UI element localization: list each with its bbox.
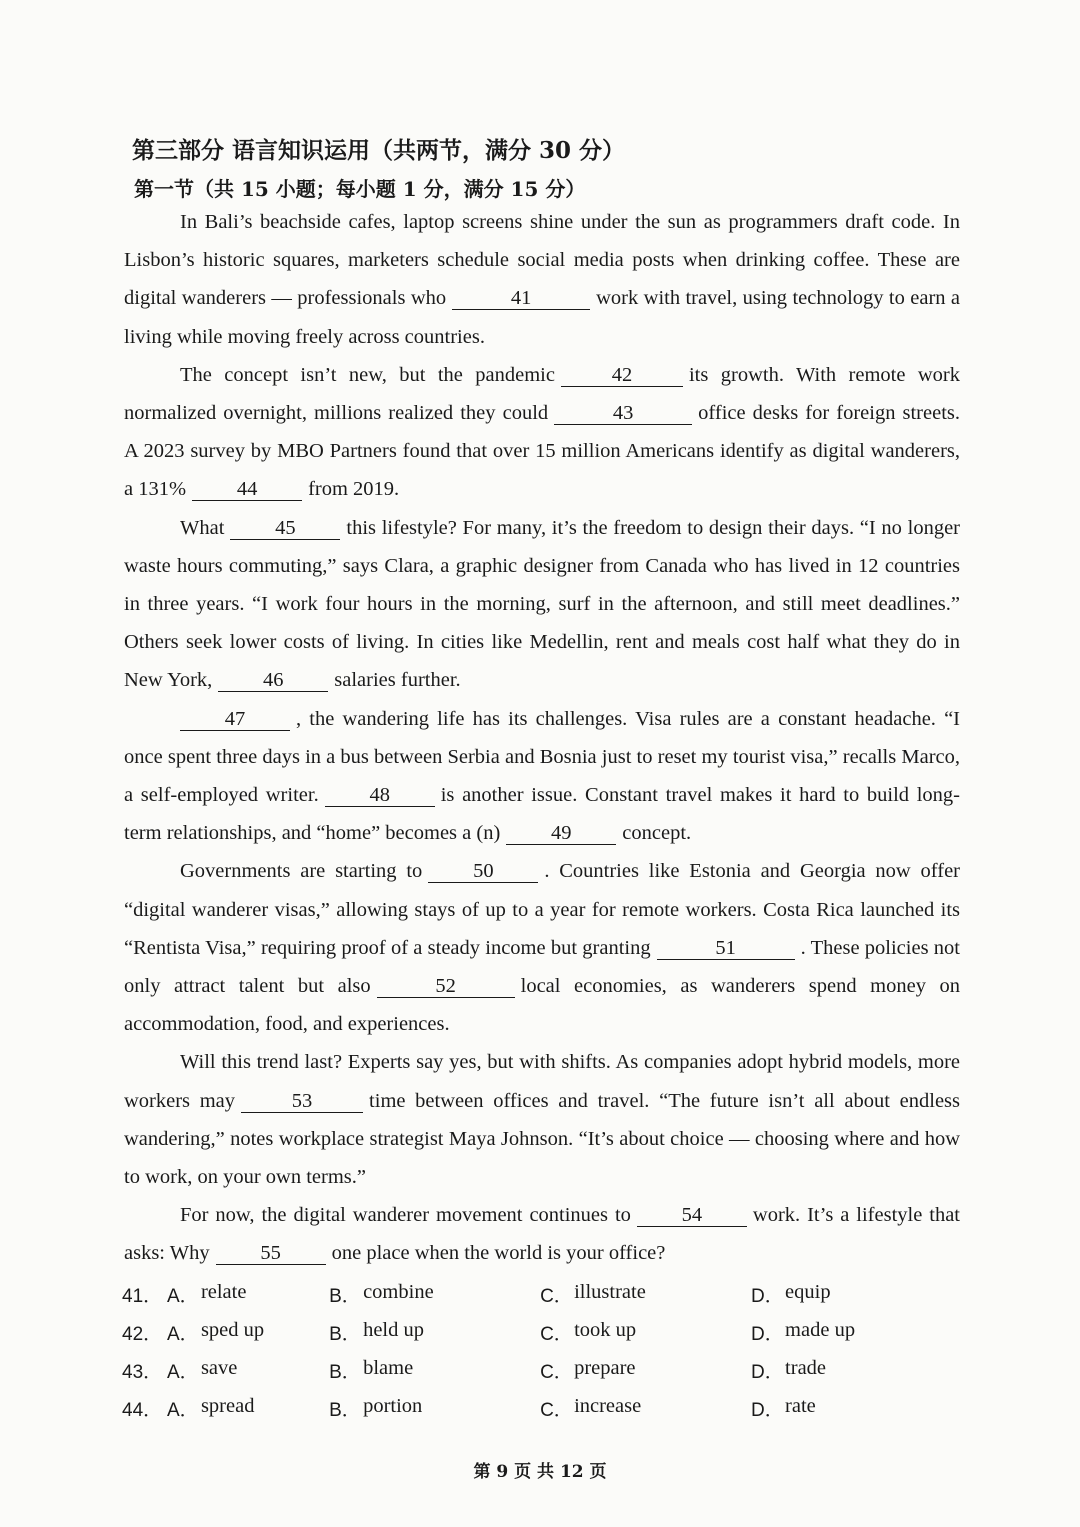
option-a[interactable]: A． spread xyxy=(166,1394,255,1421)
option-b[interactable]: B． held up xyxy=(329,1318,424,1345)
question-41-options xyxy=(122,1275,962,1313)
part-title: 第三部分 语言知识运用（共两节，满分 30 分） xyxy=(132,137,626,164)
paragraph-2: The concept isn’t new, but the pandemic 42 its growth. With remote work normalized overnight, millions realized they could 43 office desks for foreign streets. A 2023 survey by MBO Partners found that over 15 million Americans identify as digital wanderers, a 131% 44 from 2019. xyxy=(124,363,961,501)
blank-42[interactable]: 42 xyxy=(561,364,683,387)
option-d[interactable]: D． rate xyxy=(751,1394,816,1421)
blank-43[interactable]: 43 xyxy=(554,402,692,425)
option-a[interactable]: A． sped up xyxy=(166,1318,265,1345)
paragraph-6: Will this trend last? Experts say yes, but with shifts. As companies adopt hybrid models, more workers may 53 time between offices and travel. “The future isn’t all about endless wandering,” notes workplace strategist Maya Johnson. “It’s about choice — choosing where and how to work, on your own terms.” xyxy=(124,1051,960,1189)
option-a[interactable]: A． save xyxy=(166,1356,238,1383)
paragraph-7: For now, the digital wanderer movement continues to 54 work. It’s a lifestyle that asks: Why 55 one place when the world is your office? xyxy=(124,1204,960,1265)
question-number: 41． xyxy=(122,1285,163,1307)
answer-options xyxy=(122,1275,962,1427)
option-c[interactable]: C． illustrate xyxy=(540,1280,646,1307)
paragraph-1: In Bali’s beachside cafes, laptop screens shine under the sun as programmers draft code. In Lisbon’s historic squares, marketers schedule social media posts when drinking coffee. These are digital wanderers — professionals who 41 work with travel, using technology to earn a living while moving freely across countries. xyxy=(124,211,960,348)
paragraph-5: Governments are starting to 50 . Countries like Estonia and Georgia now offer “digital wanderer visas,” allowing stays of up to a year for remote workers. Costa Rica launched its “Rentista Visa,” requiring proof of a steady income but granting 51 . These policies not only attract talent but also 52 local economies, as wanderers spend money on accommodation, food, and experiences. xyxy=(124,860,960,1036)
option-b[interactable]: B． blame xyxy=(329,1356,414,1383)
blank-44[interactable]: 44 xyxy=(192,478,302,501)
blank-50[interactable]: 50 xyxy=(428,860,538,883)
question-number: 43． xyxy=(122,1361,163,1383)
option-b[interactable]: B． portion xyxy=(329,1394,423,1421)
question-43-options xyxy=(122,1351,962,1389)
section-title: 第一节（共 15 小题；每小题 1 分，满分 15 分） xyxy=(134,177,586,201)
option-c[interactable]: C． increase xyxy=(540,1394,642,1421)
question-42-options xyxy=(122,1313,962,1351)
blank-48[interactable]: 48 xyxy=(325,784,435,807)
option-c[interactable]: C． took up xyxy=(540,1318,637,1345)
blank-41[interactable]: 41 xyxy=(452,287,590,310)
blank-53[interactable]: 53 xyxy=(241,1090,363,1113)
question-44-options xyxy=(122,1389,962,1427)
blank-51[interactable]: 51 xyxy=(657,937,795,960)
cloze-passage xyxy=(124,203,960,1273)
option-d[interactable]: D． made up xyxy=(751,1318,856,1345)
paragraph-4: 47 , the wandering life has its challenges. Visa rules are a constant headache. “I once spent three days in a bus between Serbia and Bosnia just to reset my tourist visa,” recalls Marco, a self-employed writer. 48 is another issue. Constant travel makes it hard to build long-term relationships, and “home” becomes a (n) 49 concept. xyxy=(124,707,961,845)
option-c[interactable]: C． prepare xyxy=(540,1356,636,1383)
option-d[interactable]: D． trade xyxy=(751,1356,827,1383)
blank-52[interactable]: 52 xyxy=(377,975,515,998)
paragraph-3: What 45 this lifestyle? For many, it’s the freedom to design their days. “I no longer waste hours commuting,” says Clara, a graphic designer from Canada who has lived in 12 countries in three years. “I work four hours in the morning, surf in the afternoon, and still meet deadlines.” Others seek lower costs of living. In cities like Medellin, rent and meals cost half what they do in New York, 46 salaries further. xyxy=(124,516,960,692)
blank-49[interactable]: 49 xyxy=(506,822,616,845)
blank-55[interactable]: 55 xyxy=(216,1242,326,1265)
option-d[interactable]: D． equip xyxy=(751,1280,831,1307)
question-number: 44． xyxy=(122,1399,163,1421)
option-b[interactable]: B． combine xyxy=(329,1280,434,1307)
blank-45[interactable]: 45 xyxy=(230,517,340,540)
page-number: 第 9 页 共 12 页 xyxy=(473,1462,607,1482)
blank-47[interactable]: 47 xyxy=(180,708,290,731)
option-a[interactable]: A． relate xyxy=(166,1280,247,1307)
question-number: 42． xyxy=(122,1323,163,1345)
blank-54[interactable]: 54 xyxy=(637,1204,747,1227)
blank-46[interactable]: 46 xyxy=(218,669,328,692)
